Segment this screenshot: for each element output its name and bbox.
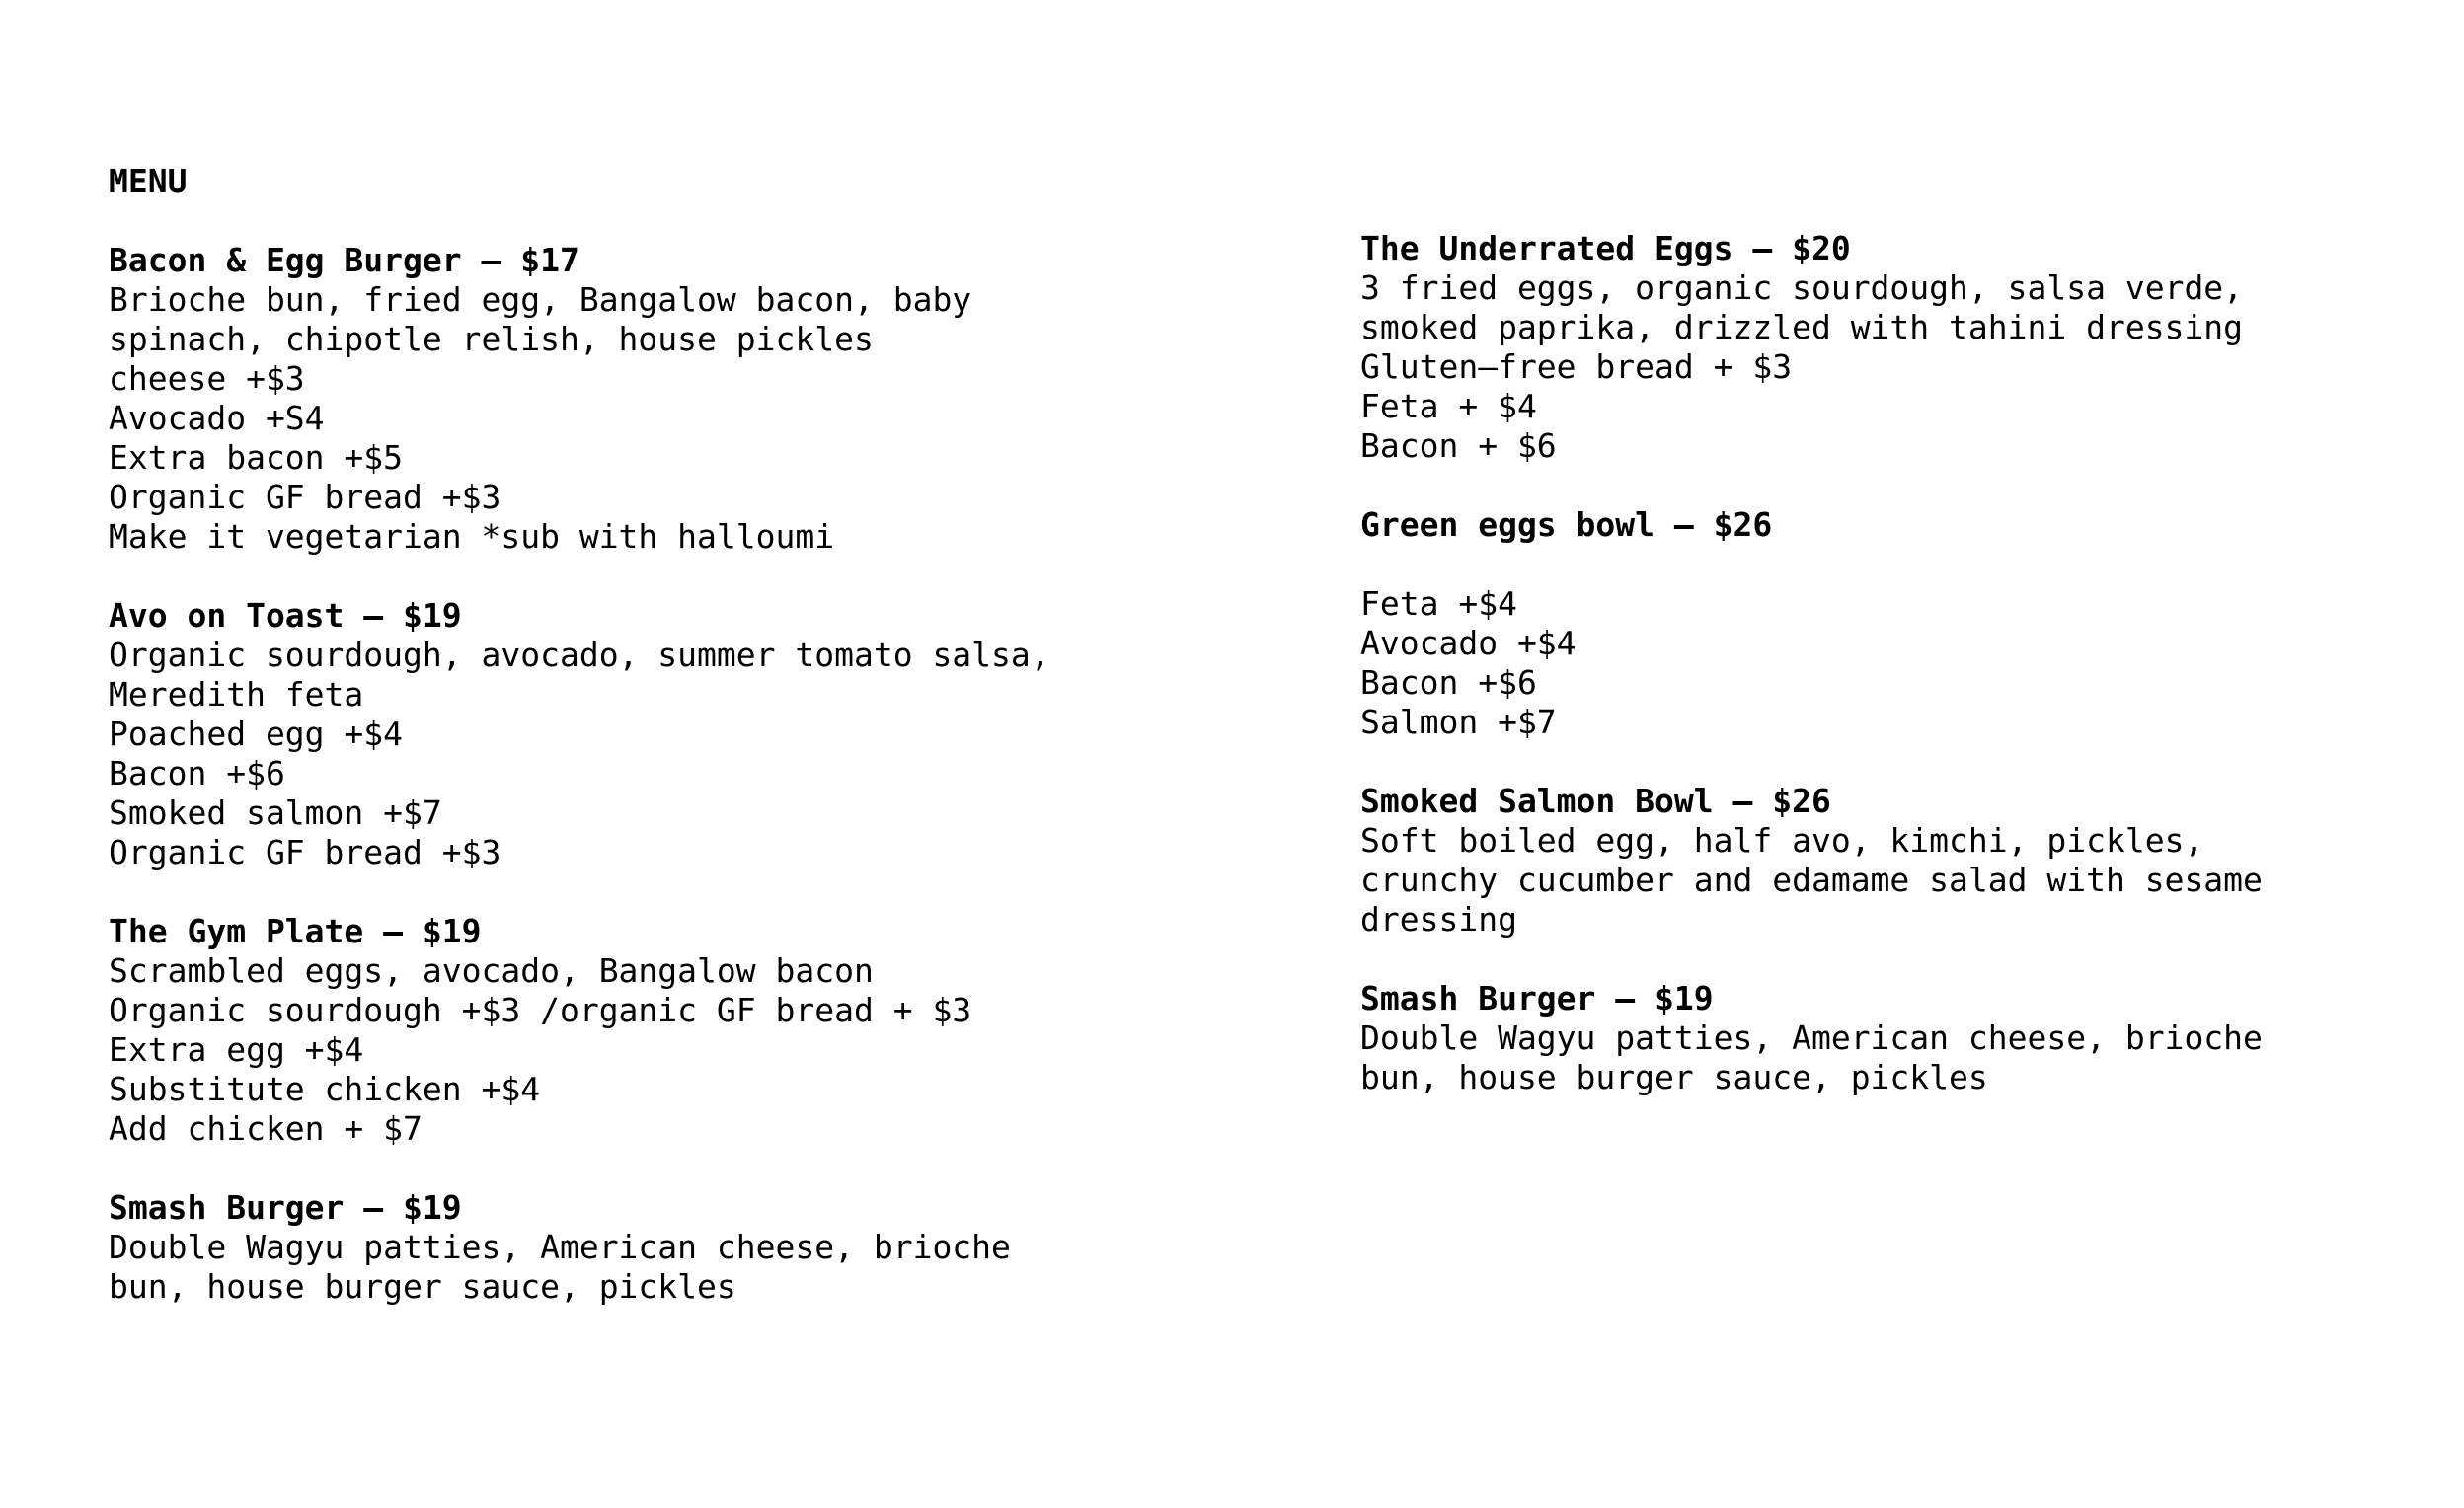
menu-item-title: Smash Burger – $19 (1360, 979, 1714, 1018)
menu-item-title: Green eggs bowl – $26 (1360, 505, 1773, 544)
menu-item-line: crunchy cucumber and edamame salad with sesame (1360, 861, 2263, 899)
menu-item-line: Soft boiled egg, half avo, kimchi, pickles, (1360, 821, 2204, 860)
menu-item-line: smoked paprika, drizzled with tahini dressing (1360, 308, 2244, 346)
menu-item (109, 241, 1293, 557)
menu-item-line: Substitute chicken +$4 (109, 1070, 541, 1108)
menu-item-line: Add chicken + $7 (109, 1109, 423, 1148)
menu-item-line: Organic sourdough +$3 /organic GF bread + $3 (109, 991, 972, 1029)
menu-item-line: Brioche bun, fried egg, Bangalow bacon, baby (109, 280, 972, 319)
menu-item (109, 596, 1293, 872)
menu-item (109, 1188, 1293, 1307)
menu-item-title: Bacon & Egg Burger – $17 (109, 241, 579, 279)
menu-item-line: Bacon +$6 (1360, 663, 1537, 702)
menu-item-line: Scrambled eggs, avocado, Bangalow bacon (109, 951, 874, 990)
menu-item-line: Meredith feta (109, 675, 364, 714)
menu-item-line: Feta + $4 (1360, 387, 1537, 425)
right-column (1360, 229, 2464, 1137)
menu-item-title: Avo on Toast – $19 (109, 596, 462, 635)
left-column (109, 162, 1293, 1346)
menu-item-title: Smash Burger – $19 (109, 1188, 462, 1227)
menu-item (1360, 505, 2464, 742)
menu-item (109, 912, 1293, 1149)
menu-item-title: Smoked Salmon Bowl – $26 (1360, 782, 1831, 820)
menu-item (1360, 979, 2464, 1097)
menu-item (1360, 782, 2464, 940)
menu-item-line: Double Wagyu patties, American cheese, brioche (1360, 1018, 2263, 1057)
menu-item-line: Extra bacon +$5 (109, 438, 404, 477)
blank-line (1360, 545, 2464, 584)
menu-item-line: Extra egg +$4 (109, 1030, 364, 1069)
menu-item-line: Gluten–free bread + $3 (1360, 347, 1793, 386)
menu-item-line: spinach, chipotle relish, house pickles (109, 320, 874, 358)
menu-item-line: Feta +$4 (1360, 584, 1517, 623)
menu-item (1360, 229, 2464, 466)
menu-item-line: Bacon + $6 (1360, 426, 1557, 465)
menu-item-line: dressing (1360, 900, 1517, 939)
menu-item-line: Make it vegetarian *sub with halloumi (109, 517, 835, 556)
menu-item-line: 3 fried eggs, organic sourdough, salsa verde, (1360, 268, 2244, 307)
left-menu-items (109, 241, 1293, 1307)
menu-item-title: The Gym Plate – $19 (109, 912, 482, 950)
menu-title: MENU (109, 162, 188, 200)
menu-item-line: Smoked salmon +$7 (109, 793, 442, 832)
menu-item-line: Bacon +$6 (109, 754, 285, 792)
right-menu-items (1360, 229, 2464, 1097)
menu-item-line: Avocado +$4 (1360, 624, 1577, 662)
menu-item-line: Salmon +$7 (1360, 703, 1557, 741)
menu-item-line: Double Wagyu patties, American cheese, brioche (109, 1228, 1011, 1266)
menu-item-line: Organic sourdough, avocado, summer tomato salsa, (109, 636, 1050, 674)
menu-item-line: Avocado +S4 (109, 399, 325, 437)
menu-item-line: cheese +$3 (109, 359, 305, 398)
menu-item-title: The Underrated Eggs – $20 (1360, 229, 1851, 267)
menu-item-line: Poached egg +$4 (109, 715, 404, 753)
menu-item-line: bun, house burger sauce, pickles (109, 1267, 736, 1306)
menu-item-line: bun, house burger sauce, pickles (1360, 1058, 1988, 1096)
menu-item-line: Organic GF bread +$3 (109, 833, 501, 871)
menu-item-line: Organic GF bread +$3 (109, 478, 501, 516)
